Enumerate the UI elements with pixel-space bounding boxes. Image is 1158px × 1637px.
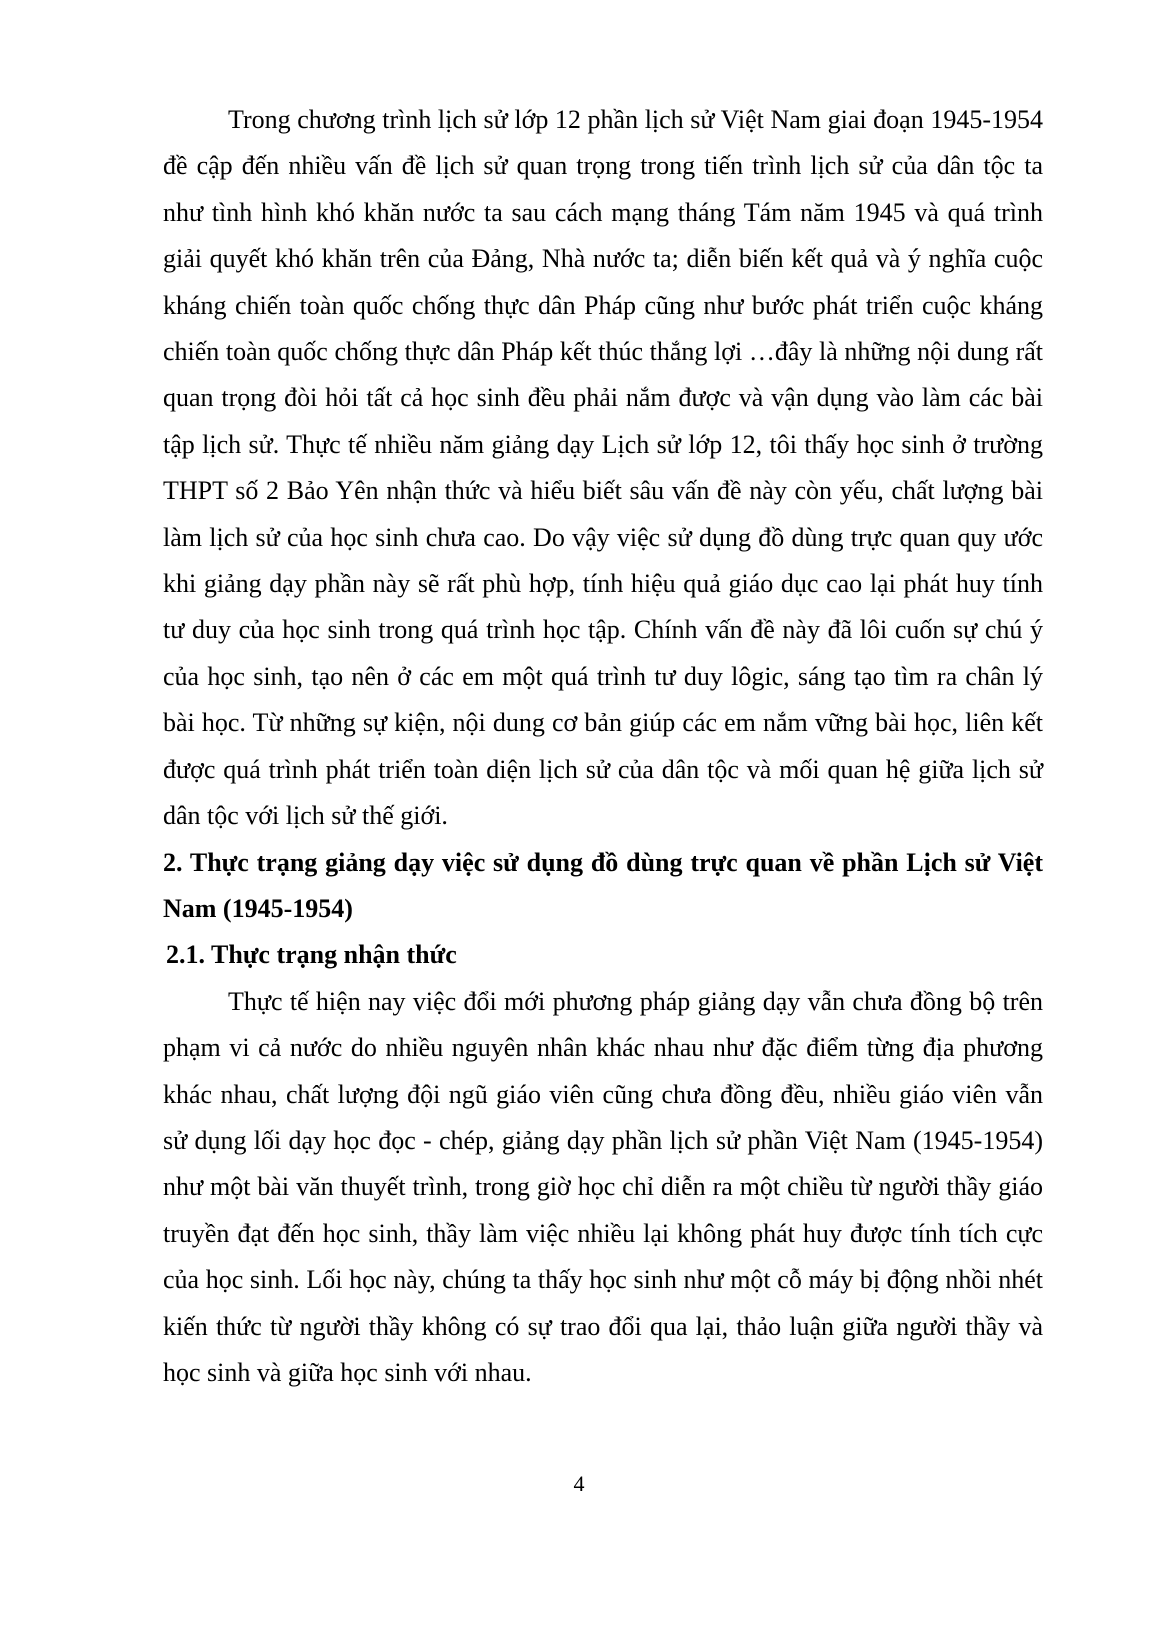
page-content	[163, 97, 1043, 1396]
body-paragraph-2: Thực tế hiện nay việc đổi mới phương pháp giảng dạy vẫn chưa đồng bộ trên phạm vi cả nước do nhiều nguyên nhân khác nhau như đặc điểm từng địa phương khác nhau, chất lượng đội ngũ giáo viên cũng chưa đồng đều, nhiều giáo viên vẫn sử dụng lối dạy học đọc - chép, giảng dạy phần lịch sử phần Việt Nam (1945-1954) như một bài văn thuyết trình, trong giờ học chỉ diễn ra một chiều từ người thầy giáo truyền đạt đến học sinh, thầy làm việc nhiều lại không phát huy được tính tích cực của học sinh. Lối học này, chúng ta thấy học sinh như một cỗ máy bị động nhồi nhét kiến thức từ người thầy không có sự trao đổi qua lại, thảo luận giữa người thầy và học sinh và giữa học sinh với nhau.	[163, 986, 1043, 1387]
page-number: 4	[573, 1471, 585, 1496]
section-heading-2: 2. Thực trạng giảng dạy việc sử dụng đồ dùng trực quan về phần Lịch sử Việt Nam (1945-1954)	[163, 847, 1043, 923]
subsection-heading-2-1: 2.1. Thực trạng nhận thức	[166, 940, 457, 970]
body-paragraph-1: Trong chương trình lịch sử lớp 12 phần lịch sử Việt Nam giai đoạn 1945-1954 đề cập đến nhiều vấn đề lịch sử quan trọng trong tiến trình lịch sử của dân tộc ta như tình hình khó khăn nước ta sau cách mạng tháng Tám năm 1945 và quá trình giải quyết khó khăn trên của Đảng, Nhà nước ta; diễn biến kết quả và ý nghĩa cuộc kháng chiến toàn quốc chống thực dân Pháp cũng như bước phát triển cuộc kháng chiến toàn quốc chống thực dân Pháp kết thúc thắng lợi …đây là những nội dung rất quan trọng đòi hỏi tất cả học sinh đều phải nắm được và vận dụng vào làm các bài tập lịch sử. Thực tế nhiều năm giảng dạy Lịch sử lớp 12, tôi thấy học sinh ở trường THPT số 2 Bảo Yên nhận thức và hiểu biết sâu vấn đề này còn yếu, chất lượng bài làm lịch sử của học sinh chưa cao. Do vậy việc sử dụng đồ dùng trực quan quy ước khi giảng dạy phần này sẽ rất phù hợp, tính hiệu quả giáo dục cao lại phát huy tính tư duy của học sinh trong quá trình học tập. Chính vấn đề này đã lôi cuốn sự chú ý của học sinh, tạo nên ở các em một quá trình tư duy lôgic, sáng tạo tìm ra chân lý bài học. Từ những sự kiện, nội dung cơ bản giúp các em nắm vững bài học, liên kết được quá trình phát triển toàn diện lịch sử của dân tộc và mối quan hệ giữa lịch sử dân tộc với lịch sử thế giới.	[163, 105, 1043, 831]
